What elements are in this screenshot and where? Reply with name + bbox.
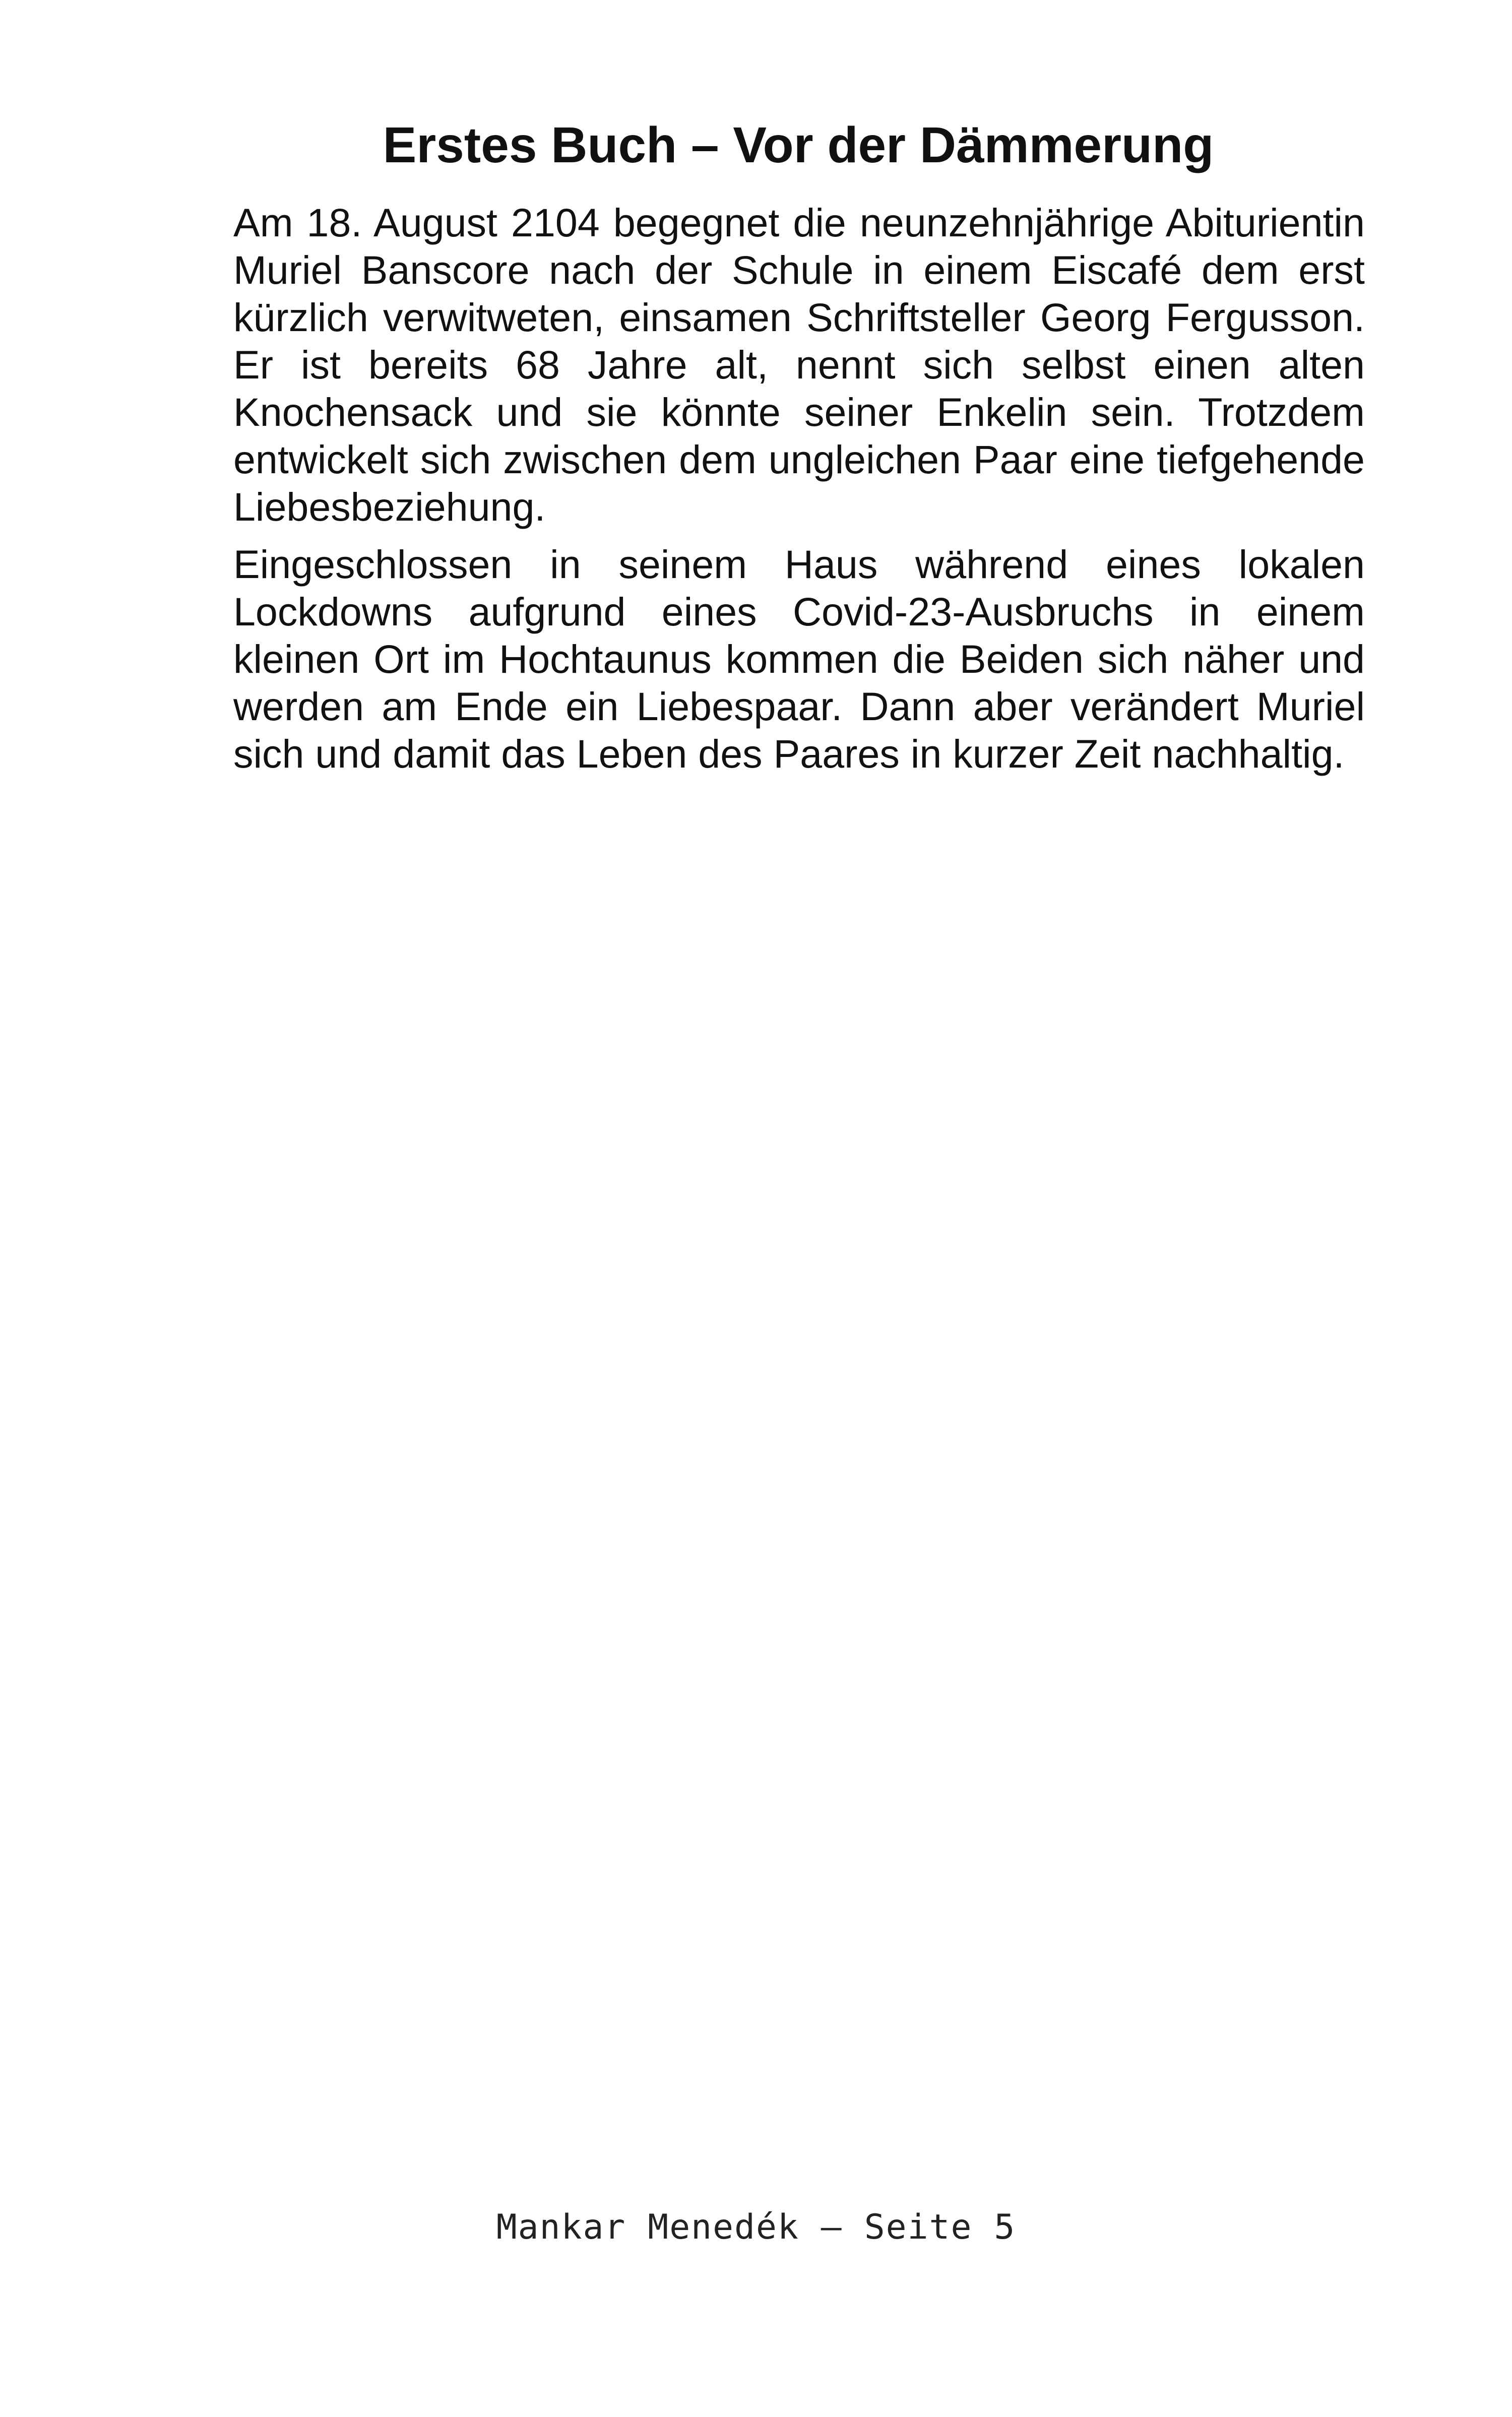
chapter-title: Erstes Buch – Vor der Dämmerung [383,117,1214,173]
page-footer: Mankar Menedék – Seite 5 [496,2207,1016,2247]
body-text [233,199,1365,788]
paragraph-2: Eingeschlossen in seinem Haus während eines lokalen Lockdowns aufgrund eines Covid-23-Ausbruchs in einem kleinen Ort im Hochtaunus kommen die Beiden sich näher und werden am Ende ein Liebespaar. Dann aber verändert Muriel sich und damit das Leben des Paares in kurzer Zeit nachhaltig. [233,542,1365,776]
paragraph-1: Am 18. August 2104 begegnet die neunzehnjährige Abiturientin Muriel Banscore nach der Schule in einem Eiscafé dem erst kürzlich verwitweten, einsamen Schriftsteller Georg Fergusson. Er ist bereits 68 Jahre alt, nennt sich selbst einen alten Knochensack und sie könnte seiner Enkelin sein. Trotzdem entwickelt sich zwischen dem ungleichen Paar eine tiefgehende Liebesbeziehung. [233,200,1365,529]
